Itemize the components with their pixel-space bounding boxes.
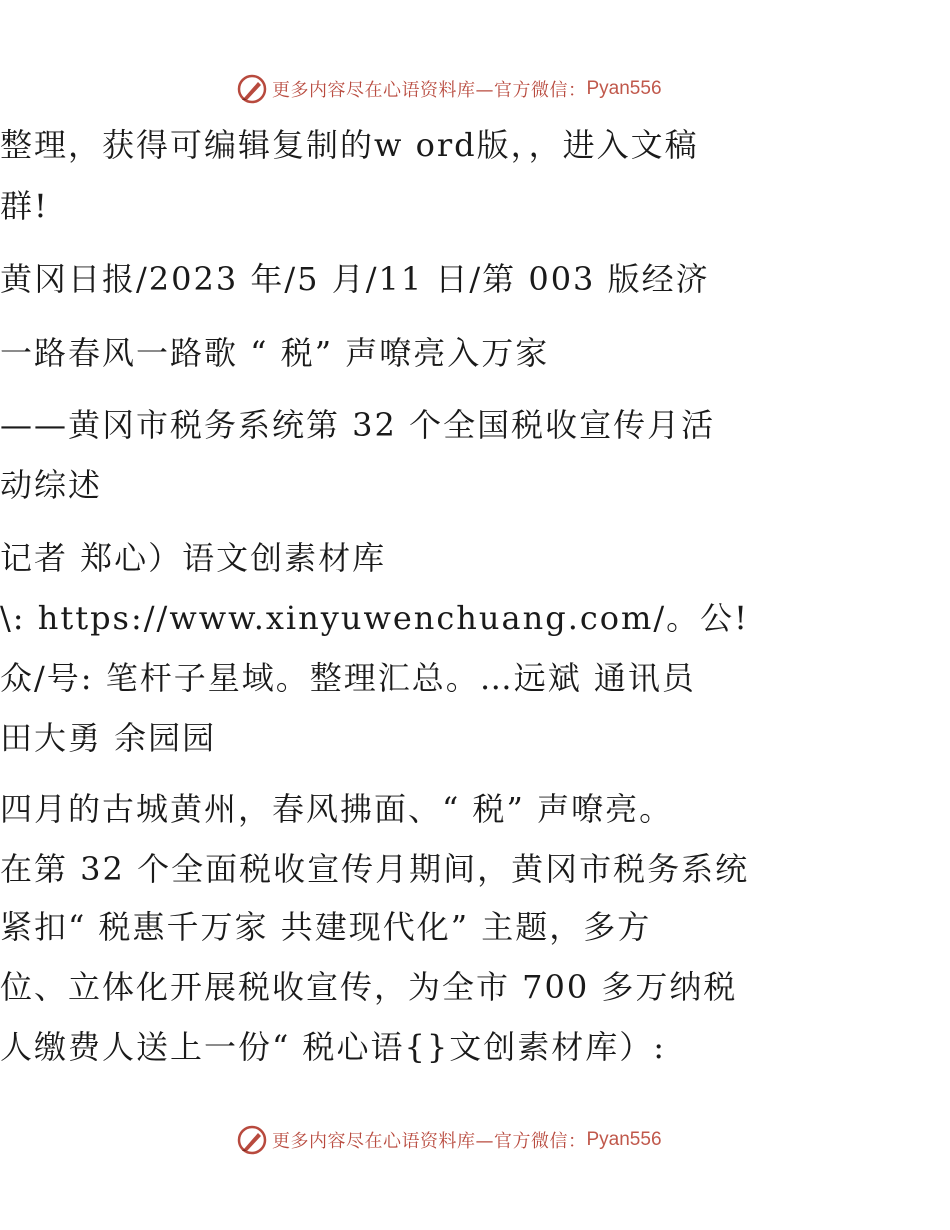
text-line: 位、立体化开展税收宣传，为全市 700 多万纳税 — [0, 968, 738, 1006]
pen-logo-icon — [236, 73, 268, 105]
text-line: ——黄冈市税务系统第 32 个全国税收宣传月活 — [0, 406, 716, 444]
footer-banner — [236, 1123, 662, 1157]
banner-wechat-id: Pyan556 — [586, 78, 662, 99]
header-banner — [236, 72, 662, 106]
text-line: 众/号: 笔杆子星域。整理汇总。…远斌 通讯员 — [0, 659, 696, 697]
banner-text: 更多内容尽在心语资料库—官方微信： — [272, 80, 587, 101]
banner-wechat-id: Pyan556 — [586, 1129, 662, 1150]
banner-text: 更多内容尽在心语资料库—官方微信： — [272, 1131, 587, 1152]
text-line: 一路春风一路歌 “ 税” 声嘹亮入万家 — [0, 334, 550, 372]
text-line: 人缴费人送上一份“ 税心语{}文创素材库）: — [0, 1028, 667, 1066]
text-line: 整理，获得可编辑复制的w ord版，，进入文稿 — [0, 126, 699, 164]
text-line: 紧扣“ 税惠千万家 共建现代化” 主题，多方 — [0, 908, 652, 946]
text-line: 动综述 — [0, 466, 103, 504]
text-line: 黄冈日报/2023 年/5 月/11 日/第 003 版经济 — [0, 260, 710, 298]
text-line: 田大勇 余园园 — [0, 719, 217, 757]
text-line: 记者 郑心）语文创素材库 — [0, 539, 387, 577]
text-line: 四月的古城黄州，春风拂面、“ 税” 声嘹亮。 — [0, 790, 674, 828]
pen-logo-icon — [236, 1124, 268, 1156]
text-line: \: https://www.xinyuwenchuang.com/。公! — [0, 599, 750, 637]
text-line: 在第 32 个全面税收宣传月期间，黄冈市税务系统 — [0, 850, 750, 888]
text-line: 群! — [0, 187, 49, 225]
